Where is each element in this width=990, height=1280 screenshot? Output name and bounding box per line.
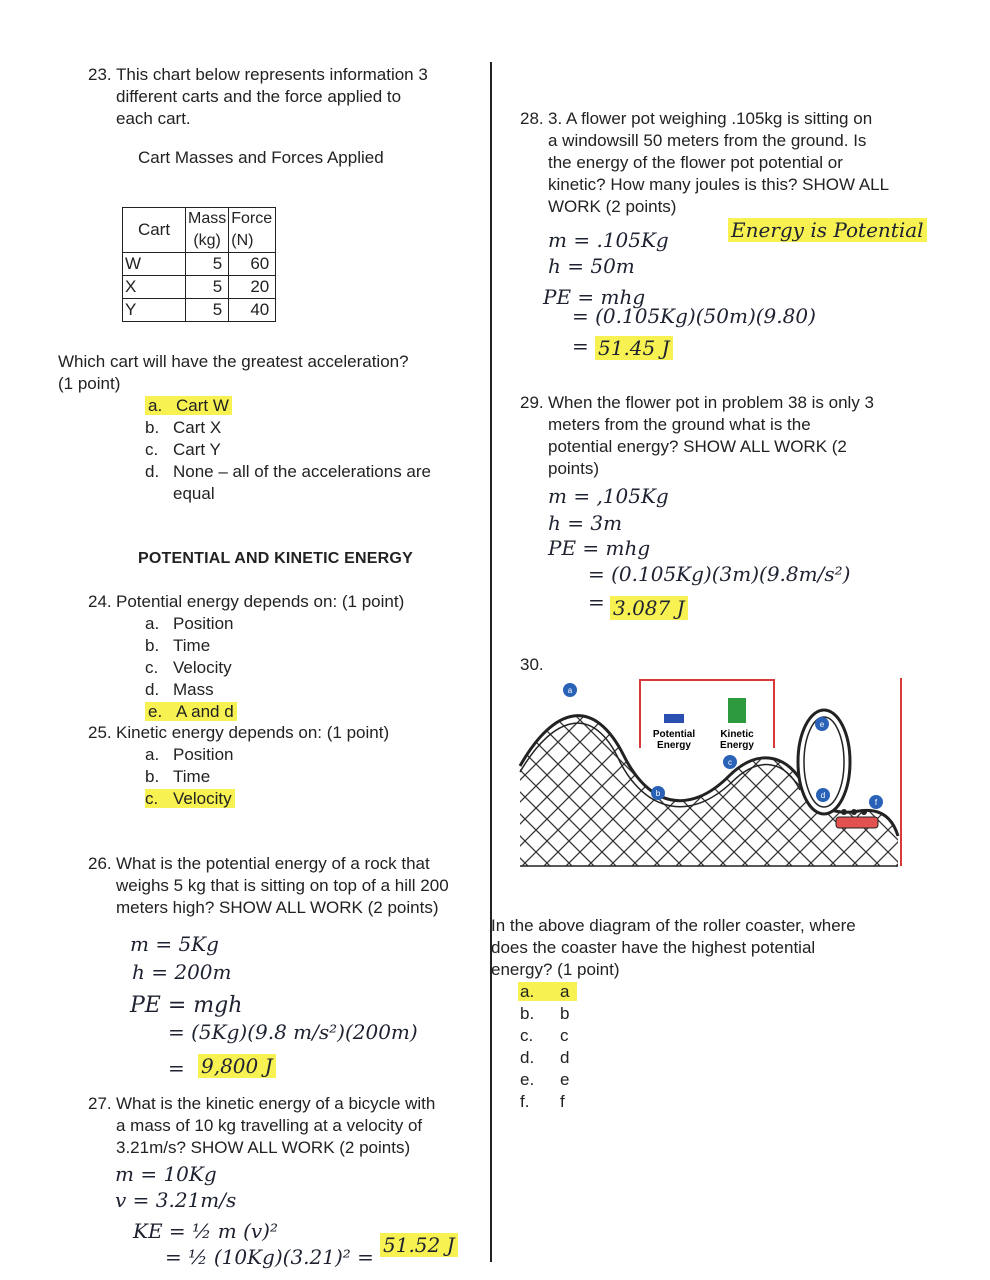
handwritten-work: m = 10Kg xyxy=(115,1162,217,1186)
option-letter: b. xyxy=(145,636,160,655)
handwritten-work: = ½ (10Kg)(3.21)² = xyxy=(165,1245,374,1269)
question-text-line: 3. A flower pot weighing .105kg is sitting on xyxy=(548,109,873,128)
question-25 xyxy=(88,722,488,744)
point-marker-f xyxy=(869,795,883,809)
section-title: POTENTIAL AND KINETIC ENERGY xyxy=(138,550,413,567)
handwritten-work: = xyxy=(572,334,589,358)
option-b[interactable] xyxy=(145,635,445,657)
table-header-force: Force xyxy=(229,208,276,231)
option-text: Cart W xyxy=(176,396,229,415)
question-text-line: weighs 5 kg that is sitting on top of a hill 200 xyxy=(116,876,449,895)
handwritten-answer: 51.52 J xyxy=(380,1233,458,1257)
question-text-line: a mass of 10 kg travelling at a velocity of xyxy=(116,1116,423,1135)
question-text-line: a windowsill 50 meters from the ground. Is xyxy=(548,131,867,150)
roller-coaster-diagram xyxy=(514,676,904,872)
table-header-mass-unit: (kg) xyxy=(186,230,229,253)
svg-text:f: f xyxy=(874,798,878,807)
option-c[interactable] xyxy=(145,657,445,679)
handwritten-work: = (5Kg)(9.8 m/s²)(200m) xyxy=(168,1020,418,1044)
potential-label: Potential xyxy=(652,729,696,740)
question-text-line: In the above diagram of the roller coaster, where xyxy=(491,916,856,935)
question-number: 29. xyxy=(520,393,544,412)
option-text: Mass xyxy=(173,680,214,699)
question-number: 25. xyxy=(88,723,112,742)
handwritten-work: PE = mhg xyxy=(548,536,651,560)
option-text: Position xyxy=(173,614,234,633)
table-row xyxy=(123,276,276,299)
option-text: a xyxy=(560,982,570,1001)
option-letter: d. xyxy=(520,1048,535,1067)
question-text: Kinetic energy depends on: (1 point) xyxy=(116,723,390,742)
question-text-line: WORK (2 points) xyxy=(548,197,677,216)
table-cell: 20 xyxy=(229,276,276,299)
question-text-line: This chart below represents information 3 xyxy=(116,65,428,84)
table-cell: X xyxy=(123,276,186,299)
option-letter: c. xyxy=(145,440,159,459)
option-letter: a. xyxy=(520,982,535,1001)
option-e[interactable] xyxy=(518,1069,718,1091)
option-text: f xyxy=(560,1092,565,1111)
svg-text:a: a xyxy=(567,686,573,695)
question-text-line: What is the potential energy of a rock that xyxy=(116,854,430,873)
table-cell: Y xyxy=(123,299,186,322)
table-cell: 5 xyxy=(186,253,229,276)
potential-label: Energy xyxy=(657,740,691,751)
option-text: A and d xyxy=(176,702,234,721)
svg-text:e: e xyxy=(819,720,825,729)
chart-title: Cart Masses and Forces Applied xyxy=(138,148,384,167)
option-letter: b. xyxy=(145,418,160,437)
table-cell: W xyxy=(123,253,186,276)
handwritten-answer: 9,800 J xyxy=(198,1054,276,1078)
option-text: Cart X xyxy=(173,418,222,437)
table-cell: 5 xyxy=(186,276,229,299)
option-b[interactable] xyxy=(145,417,485,439)
handwritten-work: m = .105Kg xyxy=(548,228,669,252)
option-letter: b. xyxy=(145,767,160,786)
kinetic-label: Kinetic xyxy=(720,729,754,740)
question-text-line: meters from the ground what is the xyxy=(548,415,811,434)
question-text-line: the energy of the flower pot potential or xyxy=(548,153,843,172)
point-marker-a xyxy=(563,683,577,697)
option-c[interactable] xyxy=(518,1025,718,1047)
handwritten-work: h = 3m xyxy=(548,511,623,535)
option-c[interactable] xyxy=(145,439,485,461)
question-text-line: different carts and the force applied to xyxy=(116,87,402,106)
option-text: Time xyxy=(173,636,211,655)
potential-energy-bar xyxy=(664,714,684,723)
option-letter: a. xyxy=(145,745,160,764)
question-26 xyxy=(88,853,488,919)
option-b[interactable] xyxy=(145,766,445,788)
question-text-line: kinetic? How many joules is this? SHOW ALL xyxy=(548,175,890,194)
question-27 xyxy=(88,1093,488,1159)
option-text: None – all of the accelerations are xyxy=(173,462,431,481)
question-number: 23. xyxy=(88,65,112,84)
question-24 xyxy=(88,591,488,613)
question-23-options xyxy=(145,395,485,505)
handwritten-work: KE = ½ m (v)² xyxy=(133,1219,278,1243)
cart-table xyxy=(122,207,276,322)
option-letter: d. xyxy=(145,462,160,481)
question-25-options xyxy=(145,744,445,810)
question-28 xyxy=(520,108,960,218)
question-text-line: each cart. xyxy=(116,109,191,128)
option-b[interactable] xyxy=(518,1003,718,1025)
handwritten-work: = (0.105Kg)(50m)(9.80) xyxy=(572,304,816,328)
option-letter: d. xyxy=(145,680,160,699)
option-letter: e. xyxy=(520,1070,535,1089)
option-c[interactable] xyxy=(145,788,445,810)
option-a[interactable] xyxy=(518,981,718,1003)
table-header-mass: Mass xyxy=(186,208,229,231)
table-cell: 40 xyxy=(229,299,276,322)
question-30-prompt xyxy=(491,915,971,981)
handwritten-work: = xyxy=(168,1056,185,1080)
handwritten-work: = (0.105Kg)(3m)(9.8m/s²) xyxy=(588,562,851,586)
option-a[interactable] xyxy=(145,744,445,766)
svg-text:d: d xyxy=(820,791,826,800)
question-text-line: energy? (1 point) xyxy=(491,960,620,979)
option-text: Velocity xyxy=(173,658,232,677)
option-text: Time xyxy=(173,767,211,786)
question-text-line: When the flower pot in problem 38 is only 3 xyxy=(548,393,875,412)
kinetic-energy-bar xyxy=(728,698,746,723)
question-number: 24. xyxy=(88,592,112,611)
kinetic-label: Energy xyxy=(720,740,754,751)
svg-text:c: c xyxy=(728,758,732,767)
question-23 xyxy=(88,64,488,130)
option-text: c xyxy=(560,1026,569,1045)
question-number: 28. xyxy=(520,109,544,128)
handwritten-answer-label: Energy is Potential xyxy=(728,218,927,242)
option-letter: c. xyxy=(145,789,159,808)
column-divider xyxy=(490,62,492,1262)
option-a[interactable] xyxy=(145,395,485,417)
option-text: e xyxy=(560,1070,570,1089)
point-marker-b xyxy=(651,786,665,800)
option-letter: f. xyxy=(520,1092,530,1111)
handwritten-work: v = 3.21m/s xyxy=(115,1188,237,1212)
question-23-prompt xyxy=(58,351,488,395)
table-header-cart: Cart xyxy=(123,208,186,253)
table-cell: 5 xyxy=(186,299,229,322)
question-text-line: Which cart will have the greatest acceleration? xyxy=(58,352,409,371)
option-text: d xyxy=(560,1048,570,1067)
handwritten-work: m = ,105Kg xyxy=(548,484,669,508)
point-marker-e xyxy=(815,717,829,731)
option-letter: c. xyxy=(145,658,159,677)
question-24-options xyxy=(145,613,445,723)
option-text: Position xyxy=(173,745,234,764)
question-29 xyxy=(520,392,960,480)
option-letter: a. xyxy=(148,396,163,415)
table-row xyxy=(123,253,276,276)
point-marker-c xyxy=(723,755,737,769)
handwritten-work: m = 5Kg xyxy=(130,932,219,956)
option-d-continued: equal xyxy=(173,484,215,503)
point-marker-d xyxy=(816,788,830,802)
option-text: Velocity xyxy=(173,789,232,808)
handwritten-work: PE = mhg xyxy=(543,285,646,309)
option-d[interactable] xyxy=(145,679,445,701)
question-30-number: 30. xyxy=(520,655,544,674)
handwritten-work: PE = mgh xyxy=(130,993,243,1018)
handwritten-answer: 3.087 J xyxy=(610,596,688,620)
question-text-line: points) xyxy=(548,459,600,478)
svg-text:b: b xyxy=(655,789,661,798)
question-text-line: 3.21m/s? SHOW ALL WORK (2 points) xyxy=(116,1138,411,1157)
question-text-line: potential energy? SHOW ALL WORK (2 xyxy=(548,437,847,456)
option-letter: b. xyxy=(520,1004,535,1023)
handwritten-work: h = 200m xyxy=(132,960,232,984)
question-number: 27. xyxy=(88,1094,112,1113)
option-f[interactable] xyxy=(518,1091,718,1113)
table-header-force-unit: (N) xyxy=(229,230,276,253)
question-text-line: (1 point) xyxy=(58,374,121,393)
option-letter: e. xyxy=(148,702,163,721)
option-letter: a. xyxy=(145,614,160,633)
handwritten-work: h = 50m xyxy=(548,254,635,278)
option-text: Cart Y xyxy=(173,440,221,459)
option-d[interactable] xyxy=(518,1047,718,1069)
question-text: Potential energy depends on: (1 point) xyxy=(116,592,405,611)
question-text-line: meters high? SHOW ALL WORK (2 points) xyxy=(116,898,439,917)
question-30-options xyxy=(518,981,718,1113)
option-e[interactable] xyxy=(145,701,445,723)
option-text: b xyxy=(560,1004,570,1023)
question-text-line: What is the kinetic energy of a bicycle with xyxy=(116,1094,436,1113)
handwritten-answer: 51.45 J xyxy=(595,336,673,360)
option-letter: c. xyxy=(520,1026,534,1045)
option-d[interactable] xyxy=(145,461,485,483)
question-text-line: does the coaster have the highest potential xyxy=(491,938,816,957)
question-number: 26. xyxy=(88,854,112,873)
table-cell: 60 xyxy=(229,253,276,276)
option-a[interactable] xyxy=(145,613,445,635)
handwritten-work: = xyxy=(588,590,605,614)
table-row xyxy=(123,299,276,322)
